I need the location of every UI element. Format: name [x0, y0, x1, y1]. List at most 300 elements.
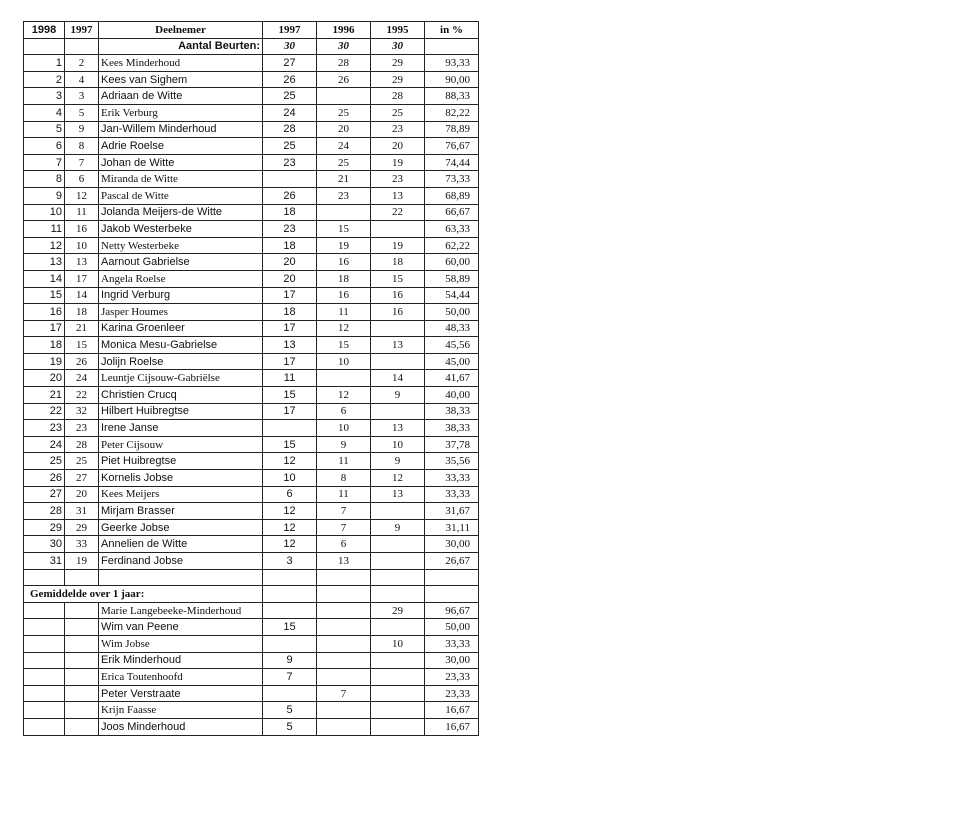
score-1997-cell: 11 [263, 370, 317, 387]
rank-1998-cell: 21 [24, 387, 65, 404]
score-1995-cell: 15 [371, 270, 425, 287]
score-1997-cell: 15 [263, 387, 317, 404]
rank-1997-cell: 10 [65, 237, 99, 254]
percentage-cell: 31,11 [425, 519, 479, 536]
table-row [24, 536, 479, 553]
standings-table [23, 21, 479, 736]
participant-name-cell: Peter Verstraate [99, 685, 263, 702]
participant-name-cell: Joos Minderhoud [99, 718, 263, 735]
table-row [24, 486, 479, 503]
participant-name-cell: Wim van Peene [99, 619, 263, 636]
rank-1998-cell: 20 [24, 370, 65, 387]
table-row [24, 453, 479, 470]
empty-cell [425, 38, 479, 55]
score-1997-cell: 17 [263, 320, 317, 337]
score-1997-cell: 17 [263, 353, 317, 370]
score-1996-cell: 25 [317, 154, 371, 171]
rank-1997-cell: 32 [65, 403, 99, 420]
table-row [24, 71, 479, 88]
participant-name-cell: Kees van Sighem [99, 71, 263, 88]
rank-1998-cell: 10 [24, 204, 65, 221]
table-row [24, 221, 479, 238]
score-1997-cell: 23 [263, 154, 317, 171]
percentage-cell: 73,33 [425, 171, 479, 188]
percentage-cell: 68,89 [425, 187, 479, 204]
participant-name-cell: Wim Jobse [99, 635, 263, 652]
score-1997-cell [263, 420, 317, 437]
score-1997-cell [263, 635, 317, 652]
percentage-cell: 50,00 [425, 619, 479, 636]
score-1996-cell: 19 [317, 237, 371, 254]
rank-1997-cell: 22 [65, 387, 99, 404]
percentage-cell: 96,67 [425, 602, 479, 619]
score-1996-cell: 8 [317, 470, 371, 487]
percentage-cell: 45,56 [425, 337, 479, 354]
rank-1998-cell: 16 [24, 304, 65, 321]
table-row [24, 503, 479, 520]
participant-name-cell: Adriaan de Witte [99, 88, 263, 105]
table-row [24, 370, 479, 387]
score-1996-cell: 11 [317, 486, 371, 503]
percentage-cell: 33,33 [425, 470, 479, 487]
score-1997-cell: 12 [263, 519, 317, 536]
rank-1997-cell: 12 [65, 187, 99, 204]
score-1997-cell [263, 602, 317, 619]
participant-name-cell: Kees Meijers [99, 486, 263, 503]
rank-1997-cell: 11 [65, 204, 99, 221]
score-1997-cell: 18 [263, 304, 317, 321]
score-1997-cell: 23 [263, 221, 317, 238]
score-1996-cell: 15 [317, 221, 371, 238]
rank-1998-cell: 12 [24, 237, 65, 254]
table-row [24, 254, 479, 271]
score-1995-cell: 28 [371, 88, 425, 105]
empty-cell [24, 619, 65, 636]
participant-name-cell: Karina Groenleer [99, 320, 263, 337]
participant-name-cell: Angela Roelse [99, 270, 263, 287]
percentage-cell: 23,33 [425, 669, 479, 686]
score-1997-cell: 26 [263, 187, 317, 204]
table-row [24, 403, 479, 420]
table-row [24, 187, 479, 204]
empty-cell [24, 685, 65, 702]
score-1996-cell: 12 [317, 320, 371, 337]
rank-1998-cell: 3 [24, 88, 65, 105]
rank-1997-cell: 23 [65, 420, 99, 437]
table-row [24, 353, 479, 370]
score-1995-cell [371, 320, 425, 337]
score-1997-cell: 13 [263, 337, 317, 354]
percentage-cell: 45,00 [425, 353, 479, 370]
empty-cell [24, 602, 65, 619]
score-1996-cell: 28 [317, 55, 371, 72]
table-row [24, 104, 479, 121]
percentage-cell: 33,33 [425, 486, 479, 503]
score-1995-cell [371, 718, 425, 735]
beurten-1995: 30 [371, 38, 425, 55]
score-1996-cell [317, 204, 371, 221]
percentage-cell: 58,89 [425, 270, 479, 287]
score-1996-cell: 24 [317, 138, 371, 155]
score-1995-cell: 16 [371, 304, 425, 321]
table-row [24, 88, 479, 105]
header-score-1995: 1995 [371, 22, 425, 39]
table-row [24, 553, 479, 570]
score-1996-cell: 10 [317, 353, 371, 370]
single-year-row [24, 652, 479, 669]
percentage-cell: 93,33 [425, 55, 479, 72]
spacer-row [24, 569, 479, 586]
score-1996-cell [317, 669, 371, 686]
score-1996-cell [317, 619, 371, 636]
rank-1997-cell: 16 [65, 221, 99, 238]
rank-1998-cell: 13 [24, 254, 65, 271]
score-1995-cell: 20 [371, 138, 425, 155]
empty-cell [24, 635, 65, 652]
score-1996-cell: 16 [317, 287, 371, 304]
score-1995-cell: 13 [371, 486, 425, 503]
table-row [24, 519, 479, 536]
header-score-1996: 1996 [317, 22, 371, 39]
rank-1998-cell: 22 [24, 403, 65, 420]
score-1997-cell: 3 [263, 553, 317, 570]
percentage-cell: 74,44 [425, 154, 479, 171]
score-1996-cell: 18 [317, 270, 371, 287]
beurten-1997: 30 [263, 38, 317, 55]
table-header-row [24, 22, 479, 39]
scanned-standings-document [23, 21, 478, 736]
single-year-row [24, 619, 479, 636]
participant-name-cell: Jasper Houmes [99, 304, 263, 321]
empty-cell [65, 652, 99, 669]
beurten-row [24, 38, 479, 55]
empty-cell [65, 685, 99, 702]
table-row [24, 138, 479, 155]
participant-name-cell: Kornelis Jobse [99, 470, 263, 487]
empty-cell [24, 702, 65, 719]
percentage-cell: 23,33 [425, 685, 479, 702]
table-row [24, 171, 479, 188]
score-1996-cell [317, 602, 371, 619]
score-1995-cell [371, 403, 425, 420]
score-1996-cell [317, 702, 371, 719]
percentage-cell: 31,67 [425, 503, 479, 520]
beurten-label: Aantal Beurten: [99, 38, 263, 55]
single-year-row [24, 669, 479, 686]
score-1995-cell: 29 [371, 602, 425, 619]
rank-1997-cell: 6 [65, 171, 99, 188]
rank-1998-cell: 8 [24, 171, 65, 188]
participant-name-cell: Ingrid Verburg [99, 287, 263, 304]
score-1997-cell: 18 [263, 204, 317, 221]
participant-name-cell: Jakob Westerbeke [99, 221, 263, 238]
participant-name-cell: Annelien de Witte [99, 536, 263, 553]
participant-name-cell: Erik Minderhoud [99, 652, 263, 669]
rank-1998-cell: 11 [24, 221, 65, 238]
table-row [24, 270, 479, 287]
table-row [24, 121, 479, 138]
empty-cell [65, 38, 99, 55]
table-row [24, 420, 479, 437]
score-1997-cell: 5 [263, 718, 317, 735]
header-rank-1997: 1997 [65, 22, 99, 39]
score-1996-cell [317, 370, 371, 387]
score-1996-cell: 9 [317, 436, 371, 453]
empty-cell [65, 718, 99, 735]
single-year-row [24, 635, 479, 652]
rank-1997-cell: 24 [65, 370, 99, 387]
rank-1998-cell: 15 [24, 287, 65, 304]
score-1996-cell: 16 [317, 254, 371, 271]
score-1997-cell: 15 [263, 436, 317, 453]
table-row [24, 237, 479, 254]
percentage-cell: 63,33 [425, 221, 479, 238]
score-1995-cell [371, 553, 425, 570]
percentage-cell: 30,00 [425, 536, 479, 553]
percentage-cell: 76,67 [425, 138, 479, 155]
score-1996-cell: 11 [317, 304, 371, 321]
rank-1998-cell: 19 [24, 353, 65, 370]
score-1997-cell: 24 [263, 104, 317, 121]
percentage-cell: 60,00 [425, 254, 479, 271]
score-1996-cell: 10 [317, 420, 371, 437]
percentage-cell: 33,33 [425, 635, 479, 652]
score-1996-cell: 7 [317, 503, 371, 520]
score-1996-cell: 6 [317, 403, 371, 420]
empty-cell [65, 669, 99, 686]
participant-name-cell: Krijn Faasse [99, 702, 263, 719]
rank-1997-cell: 2 [65, 55, 99, 72]
score-1997-cell: 18 [263, 237, 317, 254]
score-1995-cell: 13 [371, 187, 425, 204]
rank-1997-cell: 3 [65, 88, 99, 105]
participant-name-cell: Erica Toutenhoofd [99, 669, 263, 686]
participant-name-cell: Erik Verburg [99, 104, 263, 121]
percentage-cell: 16,67 [425, 718, 479, 735]
header-percentage: in % [425, 22, 479, 39]
rank-1998-cell: 26 [24, 470, 65, 487]
score-1995-cell: 10 [371, 635, 425, 652]
rank-1998-cell: 6 [24, 138, 65, 155]
score-1995-cell [371, 619, 425, 636]
score-1996-cell: 11 [317, 453, 371, 470]
score-1995-cell: 10 [371, 436, 425, 453]
rank-1997-cell: 8 [65, 138, 99, 155]
rank-1998-cell: 30 [24, 536, 65, 553]
score-1996-cell [317, 718, 371, 735]
empty-cell [65, 619, 99, 636]
score-1997-cell: 9 [263, 652, 317, 669]
percentage-cell: 41,67 [425, 370, 479, 387]
participant-name-cell: Mirjam Brasser [99, 503, 263, 520]
score-1995-cell: 13 [371, 420, 425, 437]
score-1996-cell: 25 [317, 104, 371, 121]
table-row [24, 470, 479, 487]
participant-name-cell: Marie Langebeeke-Minderhoud [99, 602, 263, 619]
score-1997-cell: 28 [263, 121, 317, 138]
participant-name-cell: Kees Minderhoud [99, 55, 263, 72]
score-1997-cell: 17 [263, 287, 317, 304]
header-rank-1998: 1998 [24, 22, 65, 39]
score-1997-cell: 6 [263, 486, 317, 503]
rank-1997-cell: 27 [65, 470, 99, 487]
participant-name-cell: Adrie Roelse [99, 138, 263, 155]
rank-1998-cell: 27 [24, 486, 65, 503]
table-row [24, 204, 479, 221]
single-year-row [24, 602, 479, 619]
participant-name-cell: Hilbert Huibregtse [99, 403, 263, 420]
empty-cell [65, 602, 99, 619]
rank-1997-cell: 21 [65, 320, 99, 337]
participant-name-cell: Miranda de Witte [99, 171, 263, 188]
score-1996-cell: 26 [317, 71, 371, 88]
score-1995-cell: 19 [371, 154, 425, 171]
percentage-cell: 40,00 [425, 387, 479, 404]
score-1997-cell: 20 [263, 254, 317, 271]
empty-cell [24, 652, 65, 669]
participant-name-cell: Irene Janse [99, 420, 263, 437]
score-1996-cell [317, 635, 371, 652]
rank-1997-cell: 14 [65, 287, 99, 304]
table-row [24, 55, 479, 72]
score-1996-cell [317, 88, 371, 105]
rank-1998-cell: 28 [24, 503, 65, 520]
score-1997-cell: 10 [263, 470, 317, 487]
participant-name-cell: Netty Westerbeke [99, 237, 263, 254]
rank-1998-cell: 24 [24, 436, 65, 453]
score-1995-cell [371, 652, 425, 669]
percentage-cell: 90,00 [425, 71, 479, 88]
participant-name-cell: Monica Mesu-Gabrielse [99, 337, 263, 354]
empty-cell [65, 702, 99, 719]
score-1995-cell: 9 [371, 453, 425, 470]
score-1995-cell: 12 [371, 470, 425, 487]
score-1997-cell: 25 [263, 88, 317, 105]
participant-name-cell: Leuntje Cijsouw-Gabriëlse [99, 370, 263, 387]
rank-1997-cell: 15 [65, 337, 99, 354]
rank-1998-cell: 23 [24, 420, 65, 437]
percentage-cell: 62,22 [425, 237, 479, 254]
score-1995-cell: 16 [371, 287, 425, 304]
score-1995-cell [371, 536, 425, 553]
header-participant: Deelnemer [99, 22, 263, 39]
rank-1997-cell: 7 [65, 154, 99, 171]
percentage-cell: 37,78 [425, 436, 479, 453]
score-1997-cell: 17 [263, 403, 317, 420]
percentage-cell: 16,67 [425, 702, 479, 719]
rank-1998-cell: 17 [24, 320, 65, 337]
rank-1998-cell: 5 [24, 121, 65, 138]
percentage-cell: 54,44 [425, 287, 479, 304]
single-year-row [24, 718, 479, 735]
score-1996-cell: 23 [317, 187, 371, 204]
score-1997-cell: 25 [263, 138, 317, 155]
score-1995-cell: 23 [371, 121, 425, 138]
score-1995-cell: 25 [371, 104, 425, 121]
score-1995-cell: 14 [371, 370, 425, 387]
rank-1997-cell: 28 [65, 436, 99, 453]
table-row [24, 304, 479, 321]
rank-1998-cell: 1 [24, 55, 65, 72]
participant-name-cell: Piet Huibregtse [99, 453, 263, 470]
score-1995-cell [371, 503, 425, 520]
participant-name-cell: Jolanda Meijers-de Witte [99, 204, 263, 221]
rank-1998-cell: 29 [24, 519, 65, 536]
rank-1997-cell: 4 [65, 71, 99, 88]
score-1997-cell: 7 [263, 669, 317, 686]
rank-1997-cell: 26 [65, 353, 99, 370]
participant-name-cell: Ferdinand Jobse [99, 553, 263, 570]
score-1997-cell: 12 [263, 503, 317, 520]
empty-cell [24, 38, 65, 55]
score-1995-cell: 29 [371, 71, 425, 88]
rank-1997-cell: 31 [65, 503, 99, 520]
score-1996-cell: 6 [317, 536, 371, 553]
score-1997-cell: 20 [263, 270, 317, 287]
table-row [24, 154, 479, 171]
rank-1997-cell: 25 [65, 453, 99, 470]
rank-1997-cell: 33 [65, 536, 99, 553]
rank-1997-cell: 17 [65, 270, 99, 287]
participant-name-cell: Jan-Willem Minderhoud [99, 121, 263, 138]
single-year-row [24, 702, 479, 719]
score-1995-cell: 13 [371, 337, 425, 354]
score-1997-cell [263, 685, 317, 702]
participant-name-cell: Pascal de Witte [99, 187, 263, 204]
score-1996-cell: 13 [317, 553, 371, 570]
rank-1998-cell: 18 [24, 337, 65, 354]
score-1995-cell [371, 702, 425, 719]
table-row [24, 387, 479, 404]
score-1997-cell: 5 [263, 702, 317, 719]
rank-1998-cell: 9 [24, 187, 65, 204]
empty-cell [65, 635, 99, 652]
score-1996-cell [317, 652, 371, 669]
percentage-cell: 66,67 [425, 204, 479, 221]
rank-1997-cell: 19 [65, 553, 99, 570]
score-1996-cell: 12 [317, 387, 371, 404]
single-year-row [24, 685, 479, 702]
section-header-row [24, 586, 479, 603]
percentage-cell: 48,33 [425, 320, 479, 337]
percentage-cell: 88,33 [425, 88, 479, 105]
score-1997-cell: 12 [263, 536, 317, 553]
empty-cell [24, 718, 65, 735]
rank-1997-cell: 29 [65, 519, 99, 536]
score-1997-cell: 26 [263, 71, 317, 88]
score-1995-cell [371, 685, 425, 702]
table-row [24, 320, 479, 337]
score-1997-cell [263, 171, 317, 188]
rank-1998-cell: 4 [24, 104, 65, 121]
percentage-cell: 38,33 [425, 420, 479, 437]
rank-1997-cell: 20 [65, 486, 99, 503]
score-1996-cell: 7 [317, 685, 371, 702]
score-1996-cell: 15 [317, 337, 371, 354]
score-1995-cell: 23 [371, 171, 425, 188]
score-1995-cell: 9 [371, 519, 425, 536]
rank-1998-cell: 14 [24, 270, 65, 287]
rank-1997-cell: 9 [65, 121, 99, 138]
table-row [24, 337, 479, 354]
rank-1997-cell: 5 [65, 104, 99, 121]
score-1995-cell: 29 [371, 55, 425, 72]
participant-name-cell: Jolijn Roelse [99, 353, 263, 370]
participant-name-cell: Johan de Witte [99, 154, 263, 171]
score-1995-cell [371, 353, 425, 370]
score-1996-cell: 21 [317, 171, 371, 188]
score-1995-cell [371, 221, 425, 238]
